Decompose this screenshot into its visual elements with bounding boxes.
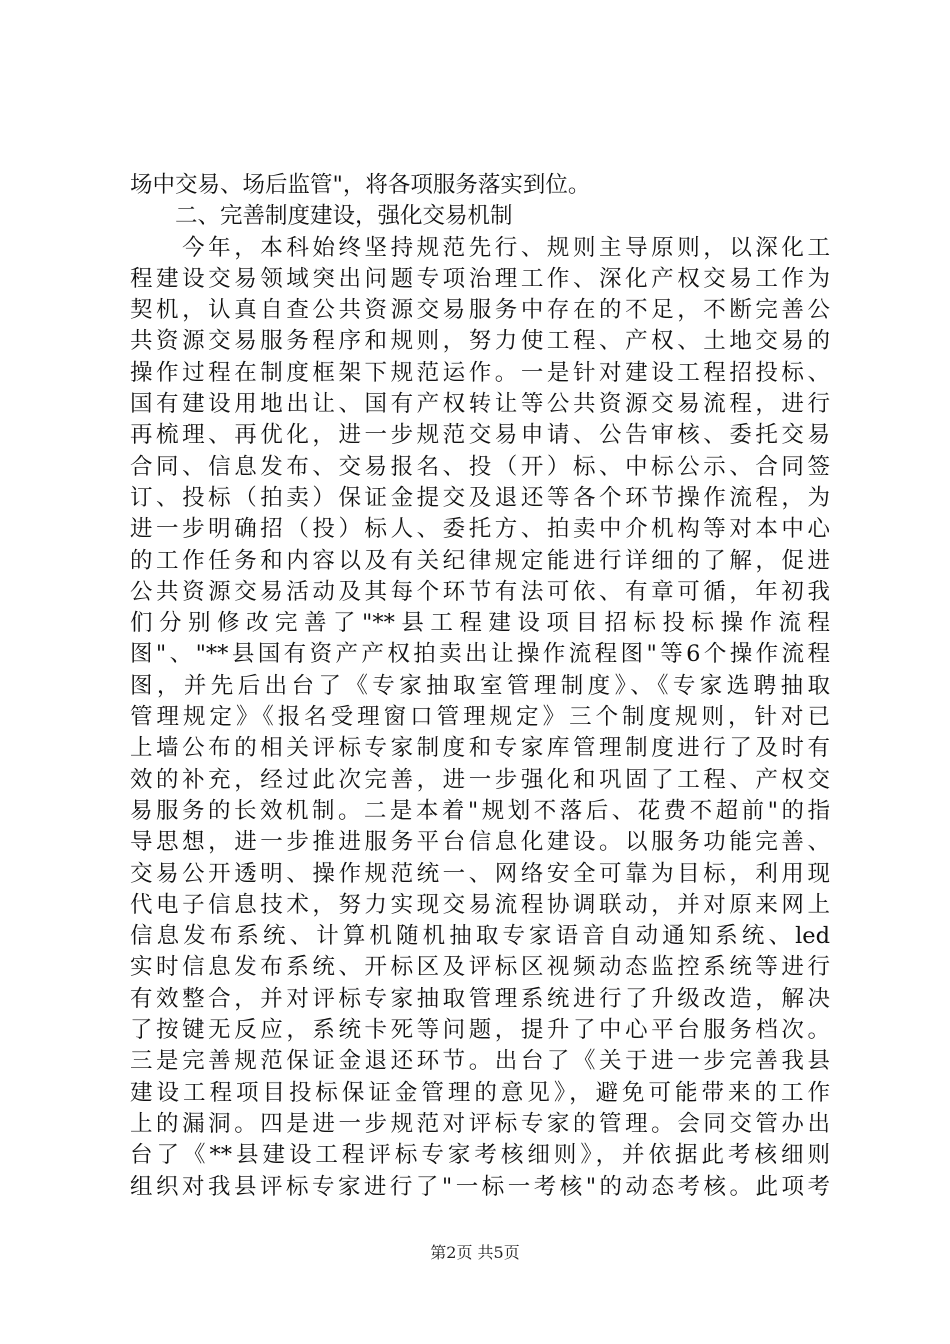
text-line: 交易公开透明、操作规范统一、网络安全可靠为目标，利用现 bbox=[130, 860, 830, 887]
text-line: 国有建设用地出让、国有产权转让等公共资源交易流程，进行 bbox=[130, 391, 830, 418]
text-line: 建设工程项目投标保证金管理的意见》，避免可能带来的工作 bbox=[130, 1079, 830, 1106]
text-line: 代电子信息技术，努力实现交易流程协调联动，并对原来网上 bbox=[130, 891, 830, 918]
text-line: 共资源交易服务程序和规则，努力使工程、产权、土地交易的 bbox=[130, 328, 830, 355]
text-line: 二、完善制度建设，强化交易机制 bbox=[130, 203, 513, 230]
text-line: 契机，认真自查公共资源交易服务中存在的不足，不断完善公 bbox=[130, 297, 830, 324]
text-line: 管理规定》《报名受理窗口管理规定》三个制度规则，针对已 bbox=[130, 704, 830, 731]
text-line: 订、投标（拍卖）保证金提交及退还等各个环节操作流程，为 bbox=[130, 484, 830, 511]
text-line: 有效整合，并对评标专家抽取管理系统进行了升级改造，解决 bbox=[130, 985, 830, 1012]
text-line: 今年，本科始终坚持规范先行、规则主导原则，以深化工 bbox=[130, 234, 830, 261]
text-line: 了按键无反应，系统卡死等问题，提升了中心平台服务档次。 bbox=[130, 1017, 830, 1044]
text-line: 上墙公布的相关评标专家制度和专家库管理制度进行了及时有 bbox=[130, 735, 830, 762]
text-line: 的工作任务和内容以及有关纪律规定能进行详细的了解，促进 bbox=[130, 547, 830, 574]
text-line: 图"、"**县国有资产产权拍卖出让操作流程图"等6个操作流程 bbox=[130, 641, 830, 668]
text-line: 程建设交易领域突出问题专项治理工作、深化产权交易工作为 bbox=[130, 265, 830, 292]
text-line: 操作过程在制度框架下规范运作。一是针对建设工程招投标、 bbox=[130, 359, 830, 386]
text-line: 台了《**县建设工程评标专家考核细则》，并依据此考核细则 bbox=[130, 1142, 830, 1169]
text-line: 公共资源交易活动及其每个环节有法可依、有章可循，年初我 bbox=[130, 578, 830, 605]
text-line: 效的补充，经过此次完善，进一步强化和巩固了工程、产权交 bbox=[130, 766, 830, 793]
text-line: 们分别修改完善了"**县工程建设项目招标投标操作流程 bbox=[130, 610, 830, 637]
text-line: 组织对我县评标专家进行了"一标一考核"的动态考核。此项考 bbox=[130, 1173, 830, 1200]
text-line: 场中交易、场后监管"，将各项服务落实到位。 bbox=[130, 172, 591, 198]
text-line: 三是完善规范保证金退还环节。出台了《关于进一步完善我县 bbox=[130, 1048, 830, 1075]
document-body bbox=[130, 170, 830, 1203]
text-line: 图，并先后出台了《专家抽取室管理制度》、《专家选聘抽取 bbox=[130, 672, 830, 699]
text-line: 导思想，进一步推进服务平台信息化建设。以服务功能完善、 bbox=[130, 829, 830, 856]
text-line: 信息发布系统、计算机随机抽取专家语音自动通知系统、led bbox=[130, 923, 830, 950]
text-line: 合同、信息发布、交易报名、投（开）标、中标公示、合同签 bbox=[130, 453, 830, 480]
text-line: 进一步明确招（投）标人、委托方、拍卖中介机构等对本中心 bbox=[130, 516, 830, 543]
text-line: 上的漏洞。四是进一步规范对评标专家的管理。会同交管办出 bbox=[130, 1110, 830, 1137]
page-footer: 第2页 共5页 bbox=[430, 1243, 520, 1262]
text-line: 易服务的长效机制。二是本着"规划不落后、花费不超前"的指 bbox=[130, 797, 830, 824]
text-line: 实时信息发布系统、开标区及评标区视频动态监控系统等进行 bbox=[130, 954, 830, 981]
text-line: 再梳理、再优化，进一步规范交易申请、公告审核、委托交易 bbox=[130, 422, 830, 449]
